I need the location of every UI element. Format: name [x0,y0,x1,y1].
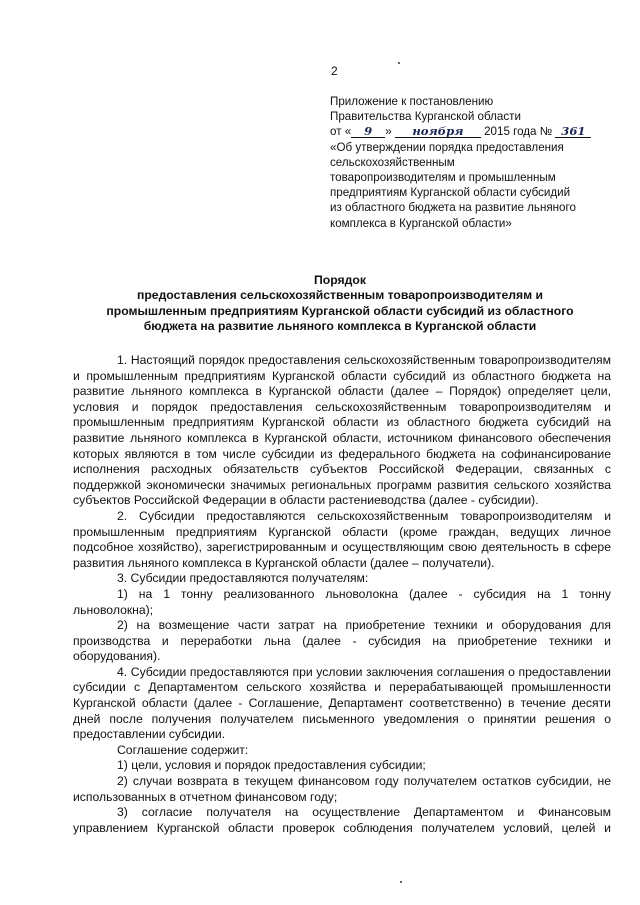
paragraph-2: 2. Субсидии предоставляются сельскохозяйственным товаропроизводителям и промышленным предприятиям Курганской области (кроме граждан, ведущих личное подсобное хозяйство), зарегистрированным и осуществляющим свою деятельность в сфере развития льняного комплекса в Курганской области (далее – получатели). [73,508,611,570]
agreement-item-2: 2) случаи возврата в текущем финансовом году получателем остатков субсидии, не использованных в отчетном финансовом году; [73,774,611,804]
scan-speck [398,62,400,64]
agreement-intro: Соглашение содержит: [117,742,249,757]
paragraph-4: 4. Субсидии предоставляются при условии заключения соглашения о предоставлении субсидии с Департаментом сельского хозяйства и перерабатывающей промышленности Курганской области (далее - Соглашение, Департамент соответственно) в течение десяти дней после получения получателем письменного уведомления о принятии решения о предоставлении субсидии. [73,664,611,742]
appendix-subject-line: сельскохозяйственным [330,155,455,169]
document-title [70,273,610,335]
agreement-item-1: 1) цели, условия и порядок предоставления субсидии; [117,758,426,773]
appendix-subject-line: «Об утверждении порядка предоставления [330,140,564,154]
handwritten-number: 361 [555,125,591,138]
list-item-2: 2) на возмещение части затрат на приобретение техники и оборудования для производства и переработки льна (далее - субсидия на приобретение техники и оборудования). [73,618,611,664]
year-text: 2015 года № [484,125,553,139]
appendix-subject-line: комплекса в Курганской области» [330,216,512,230]
title-heading: Порядок [314,273,366,287]
title-line: промышленным предприятиям Курганской области субсидий из областного [106,303,574,318]
appendix-header [330,94,620,231]
handwritten-day: 9 [351,125,385,138]
appendix-subject-line: предприятиям Курганской области субсидий [330,186,571,200]
paragraph-1: 1. Настоящий порядок предоставления сельскохозяйственным товаропроизводителям и промышленным предприятиям Курганской области субсидий из областного бюджета на развитие льняного комплекса в Курганской области (далее – Порядок) определяет цели, условия и порядок предоставления сельскохозяйственным товаропроизводителям и промышленным предприятиям Курганской области из областного бюджета субсидий на развитие льняного комплекса в Курганской области, источником финансового обеспечения которых являются в том числе субсидии из федерального бюджета на софинансирование исполнения расходных обязательств субъектов Российской Федерации, связанных с поддержкой экономически значимых региональных программ развития сельского хозяйства субъектов Российской Федерации в области растениеводства (далее - субсидии). [73,353,611,508]
appendix-line-1: Приложение к постановлению [330,95,494,108]
title-line: предоставления сельскохозяйственным товаропроизводителям и [136,288,544,303]
agreement-item-3: 3) согласие получателя на осуществление Департаментом и Финансовым управлением Курганской области проверок соблюдения получателем условий, целей и [73,805,611,835]
scan-speck [400,881,402,883]
date-mid: » [385,125,392,139]
list-item-1: 1) на 1 тонну реализованного льноволокна (далее - субсидия на 1 тонну льноволокна); [73,586,611,617]
appendix-subject-line: из областного бюджета на развитие льняного [330,201,576,215]
appendix-subject-line: товаропроизводителям и промышленным [330,171,556,185]
date-prefix: от « [330,125,352,139]
appendix-line-2: Правительства Курганской области [330,110,521,124]
paragraph-3: 3. Субсидии предоставляются получателям: [117,571,369,586]
handwritten-month: ноября [395,125,481,138]
appendix-date-line [330,124,620,139]
title-line: бюджета на развитие льняного комплекса в Курганской области [143,319,537,334]
page-number: 2 [331,64,338,78]
document-body [73,353,611,836]
